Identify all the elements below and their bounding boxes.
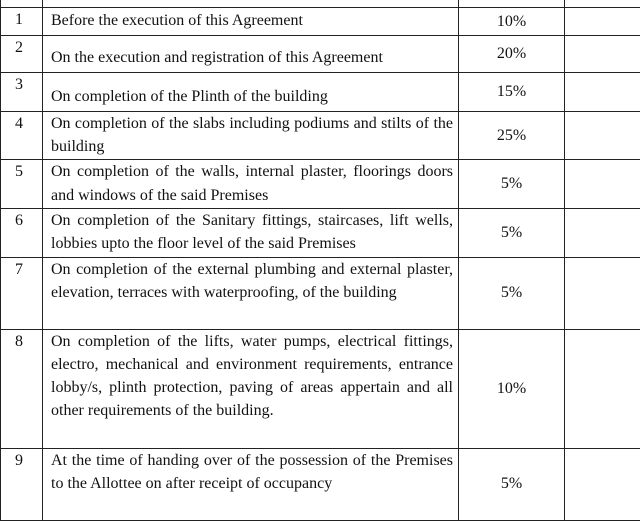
- row-number: 3: [1, 73, 43, 112]
- row-number: [1, 0, 43, 8]
- table-row: [1, 160, 640, 208]
- table-row: [1, 208, 640, 257]
- table-row: [1, 257, 640, 329]
- row-number: 8: [1, 329, 43, 448]
- row-blank-cell: [565, 329, 640, 448]
- table-row: [1, 112, 640, 160]
- row-description: On completion of the external plumbing and external plaster, elevation, terraces with waterproofing, of the building: [43, 257, 459, 329]
- row-description: On completion of the lifts, water pumps, electrical fittings, electro, mechanical and environment requirements, entrance lobby/s, plinth protection, paving of areas appertain and all other requirements of the building.: [43, 329, 459, 448]
- row-blank-cell: [565, 208, 640, 257]
- row-blank-cell: [565, 257, 640, 329]
- row-number: 1: [1, 8, 43, 36]
- row-description: At the time of handing over of the possession of the Premises to the Allottee on after receipt of occupancy: [43, 448, 459, 520]
- row-number: 4: [1, 112, 43, 160]
- row-percentage: 15%: [459, 73, 565, 112]
- row-number: 9: [1, 448, 43, 520]
- row-description: On completion of the Plinth of the building: [43, 73, 459, 112]
- row-description: On completion of the walls, internal plaster, floorings doors and windows of the said Premises: [43, 160, 459, 208]
- row-description: On the execution and registration of this Agreement: [43, 36, 459, 73]
- row-percentage: 5%: [459, 160, 565, 208]
- table-row: [1, 448, 640, 520]
- row-number: 6: [1, 208, 43, 257]
- row-blank-cell: [565, 160, 640, 208]
- row-description: On completion of the slabs including podiums and stilts of the building: [43, 112, 459, 160]
- row-number: 7: [1, 257, 43, 329]
- row-percentage: 25%: [459, 112, 565, 160]
- row-blank-cell: [565, 73, 640, 112]
- row-description: [43, 0, 459, 8]
- row-percentage: 5%: [459, 448, 565, 520]
- table-row: [1, 36, 640, 73]
- table-row: [1, 329, 640, 448]
- row-percentage: 10%: [459, 8, 565, 36]
- row-blank-cell: [565, 36, 640, 73]
- row-description: Before the execution of this Agreement: [43, 8, 459, 36]
- row-blank-cell: [565, 8, 640, 36]
- row-percentage: 5%: [459, 208, 565, 257]
- table-row: [1, 73, 640, 112]
- row-percentage: 5%: [459, 257, 565, 329]
- table-row: [1, 8, 640, 36]
- row-blank-cell: [565, 0, 640, 8]
- table-row: [1, 0, 640, 8]
- row-percentage: 10%: [459, 329, 565, 448]
- row-number: 5: [1, 160, 43, 208]
- row-percentage: [459, 0, 565, 8]
- row-percentage: 20%: [459, 36, 565, 73]
- row-description: On completion of the Sanitary fittings, staircases, lift wells, lobbies upto the floor level of the said Premises: [43, 208, 459, 257]
- row-blank-cell: [565, 112, 640, 160]
- row-blank-cell: [565, 448, 640, 520]
- row-number: 2: [1, 36, 43, 73]
